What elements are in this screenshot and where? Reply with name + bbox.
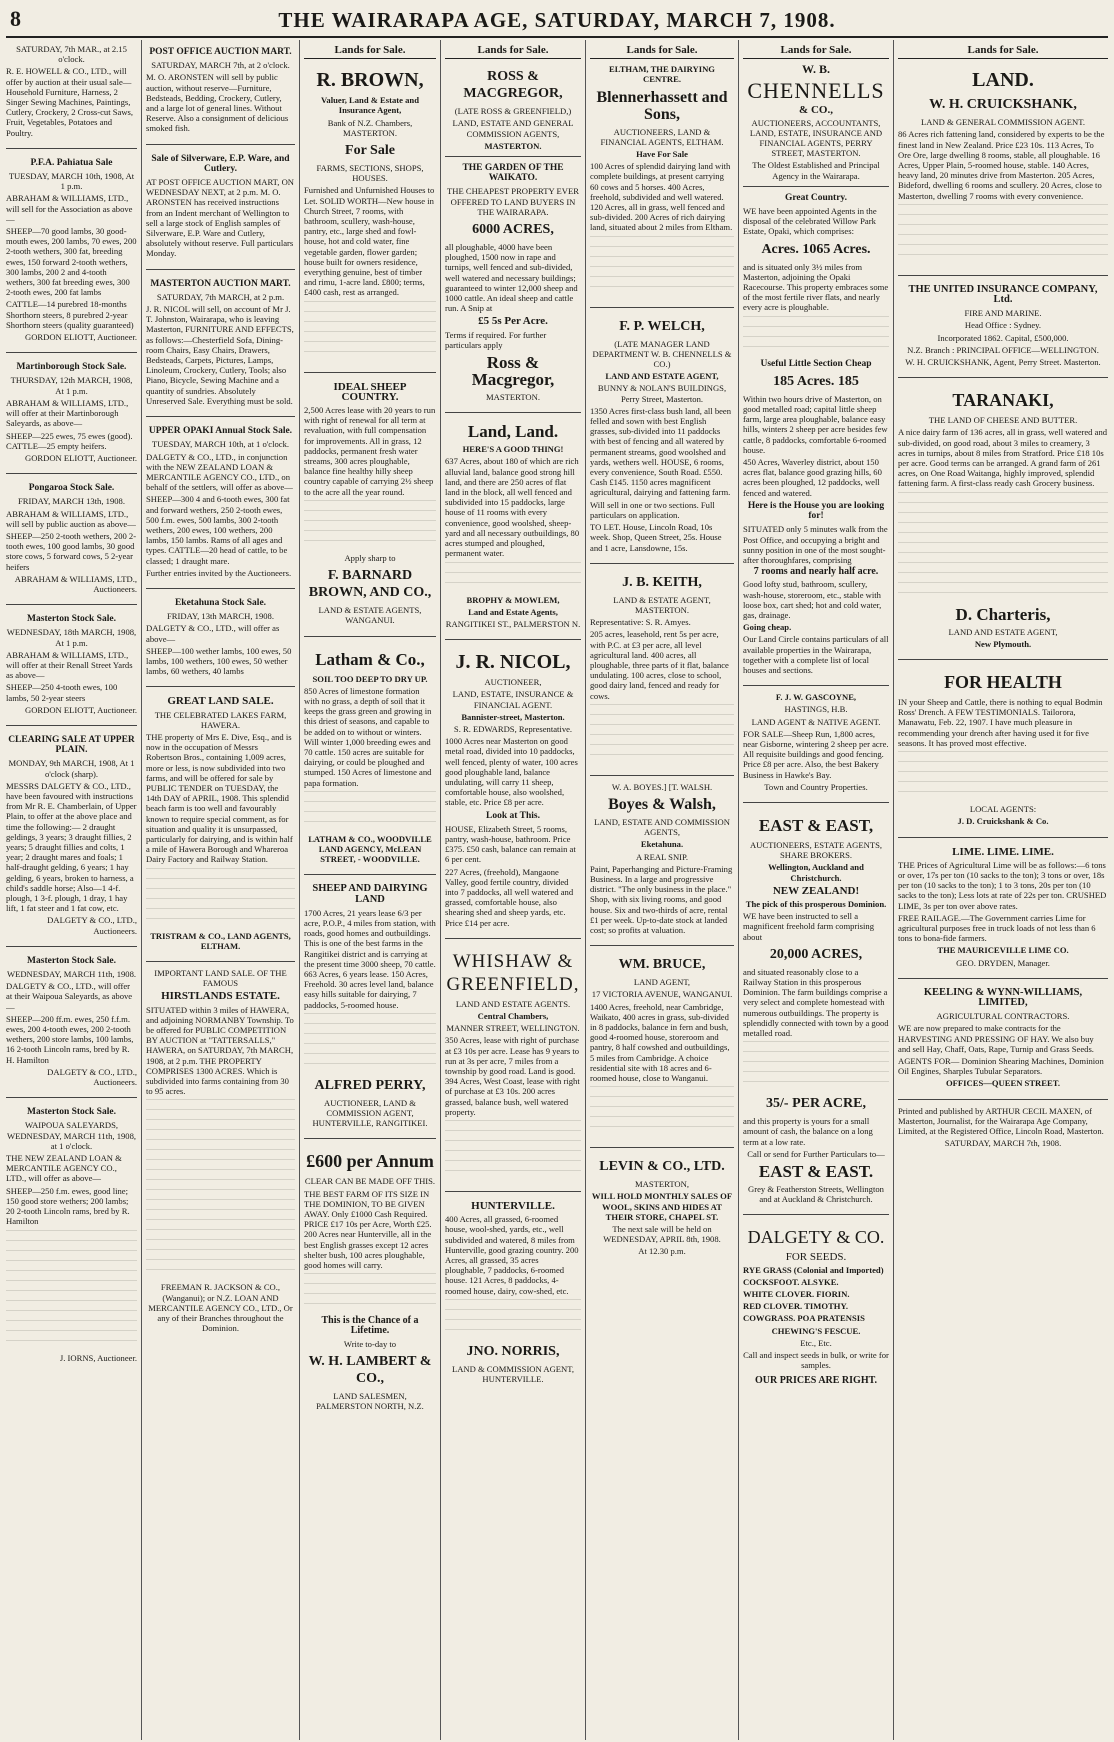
column-2 [146,44,295,1738]
ross-macgregor-ad: ROSS & MACGREGOR, (LATE ROSS & GREENFIELD,) LAND, ESTATE AND GENERAL COMMISSION AGENTS, MASTERTON. THE GARDEN OF THE WAIKATO. THE CHEAPEST PROPERTY EVER OFFERED TO LAND BUYERS IN THE WAIRARAPA. 6000 ACRES, all ploughable, 4000 have been ploughed, 1500 now in rape and turnips, well fenced and sub-divided, well watered and necessary buildings; guaranteed to winter 12,000 sheep and 1000 cattle. An ideal sheep and cattle run. A Snip at £5 5s Per Acre. Terms if required. For further particulars apply Ross & Macgregor, MASTERTON. [445,64,581,404]
r-brown-ad: R. BROWN, Valuer, Land & Estate and Insurance Agent, Bank of N.Z. Chambers, MASTERTON. For Sale FARMS, SECTIONS, SHOPS, HOUSES. Furnished and Unfurnished Houses to Let. SOLID WORTH—New house in Church Street, 7 rooms, with bathroom, scullery, wash-house, pantry, etc., large shed and fowl-house, hot and cold water, fine vegetable garden, flower garden; house built for owners residence, everything genuine, best of timber and rimu, 1-acre land. £800; terms, £400 cash, rest as arranged. [304,64,436,363]
column-rule [893,40,894,1740]
masthead [6,6,1108,38]
brophy-mowlem-ad: Land, Land. HERE'S A GOOD THING! 637 Acres, about 180 of which are rich alluvial land, balance good strong hill land, and there are 250 acres of flat land in the block, all well fenced and subdivided into 15 paddocks, large house of 11 rooms with every convenience, good woolshed, sheep-yard and all necessary outbuildings, 80 acres stumped and ploughed, permanent water. BROPHY & MOWLEM, Land and Estate Agents, RANGITIKEI ST., PALMERSTON N. [445,422,581,629]
column-4 [445,44,581,1738]
section-header: Lands for Sale. [743,44,889,59]
wb-chennells-ad: W. B. CHENNELLS & CO., AUCTIONEERS, ACCOUNTANTS, LAND, ESTATE, INSURANCE AND FINANCIAL AGENTS, PERRY STREET, MASTERTON. The Oldest Established and Principal Agency in the Wairarapa. Great Country. WE have been appointed Agents in the disposal of the celebrated Willow Park Estate, Opaki, which comprises: Acres. 1065 Acres. and is situated only 3½ miles from Masterton, adjoining the Opaki Racecourse. This property embraces some of the most fertile river flats, and nearly every acre is ploughable. Useful Little Section Cheap 185 Acres. 185 Within two hours drive of Masterton, on good metalled road; capital little sheep farm, large area ploughable, balance easy hills, winters 2 sheep per acre besides few cattle, 8 paddocks, comfortable 6-roomed house. 450 Acres, Waverley district, about 150 acres flat, balance good grazing hills, 60 acres been ploughed, 12 paddocks, well fenced and watered. Here is the House you are looking for! SITUATED only 5 minutes walk from the Post Office, and occupying a bright and sunny position in one of the most sought-after thoroughfares, comprising 7 rooms and nearly half acre. Good lofty stud, bathroom, scullery, wash-house, storeroom, etc., stable with loose box, cart shed; hot and cold water, gas, drainage. Going cheap. Our Land Circle contains particulars of all available properties in the Wairarapa, together with a complete list of local houses and sections. [743,64,889,675]
column-5 [590,44,734,1738]
pongaroa-sale-ad: Pongaroa Stock Sale. FRIDAY, MARCH 13th, 1908. ABRAHAM & WILLIAMS, LTD., will sell by public auction as above— SHEEP—250 2-tooth wethers, 200 2-tooth ewes, 100 good lambs, 30 good store cows, 5 forward cows, 5 2-year heifers ABRAHAM & WILLIAMS, LTD., Auctioneers. [6,483,137,594]
eketahuna-stock-sale-ad: Eketahuna Stock Sale. FRIDAY, 13th MARCH, 1908. DALGETY & CO., LTD., will offer as above— SHEEP—100 wether lambs, 100 ewes, 50 lambs, 100 wethers, 100 ewes, 50 wether lambs, 60 wethers, 40 lambs [146,597,292,677]
hirstlands-estate-ad: IMPORTANT LAND SALE. OF THE FAMOUS HIRSTLANDS ESTATE. SITUATED within 3 miles of HAWERA, and adjoining NORMANBY Township. To be offered for PUBLIC COMPETITION BY AUCTION at "TATTERSALLS," HAWERA, on SATURDAY, 7th MARCH, 1908, at 2 p.m. THE PROPERTY COMPRISES 1300 ACRES. Which is subdivided into farms containing from 30 to 95 acres. FREEMAN R. JACKSON & CO., (Wanganui); or N.Z. LOAN AND MERCANTILE AGENCY CO., LTD., Or any of their Branches throughout the Dominion. [146,968,294,1334]
lime-ad: LIME. LIME. LIME. THE Prices of Agricultural Lime will be as follows:—6 tons or over, 17s per ton (10 sacks to the ton); 3 tons or over, 18s per ton (10 sacks to the ton); 1 to 3 tons, 20s per ton (10 sacks to the ton); Less lots at rate of 22s per ton. CRUSHED LIME, 3s per ton over above rates. FREE RAILAGE.—The Government carries Lime for agricultural purposes free in truck loads of not less than 6 tons to bona-fide farmers. THE MAURICEVILLE LIME CO. GEO. DRYDEN, Manager. [898,845,1107,968]
section-header: Lands for Sale. [898,44,1108,59]
for-health-ad: FOR HEALTH IN your Sheep and Cattle, there is nothing to equal Bodmin Ross' Drench. A FEW TESTIMONIALS. Tailorora, Manawatu, Feb. 22, 1907. I have much pleasure in recommending your drench after having used it for five seasons. It has proved most effective. LOCAL AGENTS: J. D. Cruickshank & Co. [898,666,1108,828]
imprint: Printed and published by ARTHUR CECIL MAXEN, of Masterton, Journalist, for the Wairarapa Age Company, Limited, at the Registered Office, Lincoln Road, Masterton. SATURDAY, MARCH 7th, 1908. [898,1105,1104,1149]
taranaki-ad: TARANAKI, THE LAND OF CHEESE AND BUTTER. A nice dairy farm of 136 acres, all in grass, well watered and sub-divided, on good road, about 3 miles to creamery, 3 acres in turnips, about 8 miles from Stratford. Price £18 10s per acre. Good terms can be arranged. A grand farm of 261 acres, on One Road Waitanga, highly improved, splendid fattening farm. A first-class ready cash Grocery business. D. Charteris, LAND AND ESTATE AGENT, New Plymouth. [898,390,1108,649]
column-rule [738,40,739,1740]
upper-opaki-stock-sale-ad: UPPER OPAKI Annual Stock Sale. TUESDAY, MARCH 10th, at 1 o'clock. DALGETY & CO., LTD., in conjunction with the NEW ZEALAND LOAN & MERCANTILE AGENCY CO., LTD., on behalf of the settlers, will offer as above— SHEEP—300 4 and 6-tooth ewes, 300 fat and forward wethers, 250 2-tooth ewes, 500 f.m. ewes, 500 lambs, 300 2-tooth wethers, 200 ewes, 100 wethers, 200 lambs, 150 lambs. Rams of all ages and types. CATTLE—20 head of cattle, to be classed; 1 draught mare. Further entries invited by the Auctioneers. [146,426,293,578]
dalgety-seeds-ad: DALGETY & CO. FOR SEEDS. RYE GRASS (Colonial and Imported) COCKSFOOT. ALSYKE. WHITE CLOVER. FIORIN. RED CLOVER. TIMOTHY. COWGRASS. POA PRATENSIS CHEWING'S FESCUE. Etc., Etc. Call and inspect seeds in bulk, or write for samples. OUR PRICES ARE RIGHT. [743,1227,889,1387]
wm-bruce-ad: WM. BRUCE, LAND AGENT, 17 VICTORIA AVENUE, WANGANUI. 1400 Acres, freehold, near Cambridge, Waikato, 400 acres in grass, sub-divided in 8 paddocks, balance in fern and bush, good 4-roomed house, storeroom and pantry, 8 half cowshed and outbuildings, 5 miles from Cambridge. A choice residential site with 18 acres and 6-roomed house, close to Wanganui. [590,952,734,1139]
howell-ad: SATURDAY, 7th MAR., at 2.15 o'clock. R. E. HOWELL & CO., LTD., will offer by auction at their usual sale—Household Furniture, Harness, 2 Singer Sewing Machines, Paintings, Cutlery, Crockery, 2 Cross-cut Saws, Fruit, Vegetables, Potatoes and Poultry. [6,44,134,138]
silverware-sale-ad: Sale of Silverware, E.P. Ware, and Cutlery. AT POST OFFICE AUCTION MART, ON WEDNESDAY NEXT, at 2 p.m. M. O. ARONSTEN has received instructions from an Indent merchant of Wellington to sell a large stock of English samples of Silverware, E.P. Ware and Cutlery, absolutely without reserve. Full particulars Monday. [146,153,294,259]
masterton-sale-ad-2: Masterton Stock Sale. WEDNESDAY, MARCH 11th, 1908. DALGETY & CO., LTD., will offer at their Waipoua Saleyards, as above— SHEEP—200 ff.m. ewes, 250 f.f.m. ewes, 200 4-tooth ewes, 200 2-tooth wethers, 200 store lambs, 100 lambs, 16 2-tooth Lincoln rams, bred by R. H. Hamilton DALGETY & CO., LTD., Auctioneers. [6,955,137,1088]
page-number: 8 [10,6,21,31]
pahiatua-sale-ad: P.F.A. Pahiatua Sale TUESDAY, MARCH 10th, 1908, At 1 p.m. ABRAHAM & WILLIAMS, LTD., will sell for the Association as above— SHEEP—70 good lambs, 30 good-mouth ewes, 200 lambs, 70 ewes, 200 2-tooth wethers, 300 fat, breeding ewes, 150 forward 2-tooth wethers, 300 lambs, 200 2 and 4-tooth wethers, 300 fat breeding ewes, 300 2-tooth ewes, 200 fat lambs CATTLE—14 purebred 18-months Shorthorn steers, 8 purebred 2-year Shorthorn steers (quality guaranteed) GORDON ELIOTT, Auctioneer. [6,157,137,343]
great-land-sale-ad: GREAT LAND SALE. THE CELEBRATED LAKES FARM, HAWERA. THE property of Mrs E. Dive, Esq., and is now in the occupation of Messrs Robertson Bros., containing 1,009 acres, more or less, is now subdivided into two farms, and will be offered for sale by PUBLIC TENDER on TUESDAY, the 14th DAY of APRIL, 1908. This splendid beach farm is too well and favourably known to require special comment, as for situation and quality it is unsurpassed, particularly for dairying, and is within half a mile of Hawera Borough and Whareroa Dairy Factory and Railway Station. TRISTRAM & CO., LAND AGENTS, ELTHAM. [146,693,295,953]
levin-co-ad: LEVIN & CO., LTD. MASTERTON, WILL HOLD MONTHLY SALES OF WOOL, SKINS AND HIDES AT THEIR STORE, CHAPEL ST. The next sale will be held on WEDNESDAY, APRIL 8th, 1908. At 12.30 p.m. [591,1159,733,1257]
sheep-dairying-land-ad: SHEEP AND DAIRYING LAND 1700 Acres, 21 years lease 6/3 per acre, P.O.P., 4 miles from station, with roads, good homes and outbuildings. This is one of the best farms in the Rangitikei district and is carrying at the present time 3000 sheep, 70 cattle. 663 Acres, 6 years lease. 150 Acres, Freehold. 30 acres level land, balance easy hills suitable for dairying, 7 paddocks, 5-roomed house. ALFRED PERRY, AUCTIONEER, LAND & COMMISSION AGENT, HUNTERVILLE, RANGITIKEI. [304,883,436,1129]
martinborough-sale-ad: Martinborough Stock Sale. THURSDAY, 12th MARCH, 1908, At 1 p.m. ABRAHAM & WILLIAMS, LTD., will offer at their Martinborough Saleyards, as above— SHEEP—225 ewes, 75 ewes (good). CATTLE—25 empty heifers. GORDON ELIOTT, Auctioneer. [6,362,137,463]
blennerhassett-ad: ELTHAM, THE DAIRYING CENTRE. Blennerhassett and Sons, AUCTIONEERS, LAND & FINANCIAL AGENTS, ELTHAM. Have For Sale 100 Acres of splendid dairying land with complete buildings, at present carrying 60 cows and 5 horses. 400 Acres, freehold, subdivided and well watered. 120 Acres, all in grass, well fenced and sub-divided. 200 Acres of rich dairying land, situated about 2 miles from Eltham. [590,64,734,298]
column-rule [440,40,441,1740]
column-rule [141,40,142,1740]
boyes-walsh-ad: W. A. BOYES.] [T. WALSH. Boyes & Walsh, LAND, ESTATE AND COMMISSION AGENTS, Eketahuna. A REAL SNIP. Paint, Paperhanging and Picture-Framing Business. In a large and progressive district. "The only business in the place." Shop, with six living rooms, and good house. Six and two-thirds of acre, rental £1 per week. Up-to-date stock at landed cost; so profits at valuation. [590,781,733,935]
jr-nicol-ad: J. R. NICOL, AUCTIONEER, LAND, ESTATE, INSURANCE & FINANCIAL AGENT. Bannister-street, Masterton. S. R. EDWARDS, Representative. 1000 Acres near Masterton on good metal road, divided into 10 paddocks, well fenced, plenty of water, 100 acres good ploughable land, balance undulating, will carry 11 sheep, comfortable house, also woolshed, stable, etc. Price £8 per acre. Look at This. HOUSE, Elizabeth Street, 5 rooms, pantry, wash-house, bathroom. Price £375. £50 cash, balance can remain at 6 per cent. 227 Acres, (freehold), Mangaone Valley, good fertile country, divided into 7 paddocks, all well watered and grassed, comfortable house, also shearing shed and sheep yards, etc. Price £14 per acre. [445,651,578,928]
masterton-sale-ad-3: Masterton Stock Sale. WAIPOUA SALEYARDS, WEDNESDAY, MARCH 11th, 1908, at 1 o'clock. THE NEW ZEALAND LOAN & MERCANTILE AGENCY CO., LTD., will offer as above— SHEEP—250 f.m. ewes, good line; 150 good store wethers; 200 lambs; 20 2-tooth Lincoln rams, bred by R. Hamilton J. IORNS, Auctioneer. [6,1107,137,1363]
masterton-sale-ad: Masterton Stock Sale. WEDNESDAY, 18th MARCH, 1908, At 1 p.m. ABRAHAM & WILLIAMS, LTD., will offer at their Renall Street Yards as above— SHEEP—250 4-tooth ewes, 100 lambs, 50 2-year steers GORDON ELIOTT, Auctioneer. [6,614,137,715]
united-insurance-ad: THE UNITED INSURANCE COMPANY, Ltd. FIRE AND MARINE. Head Office : Sydney. Incorporated 1862. Capital, £500,000. N.Z. Branch : PRINCIPAL OFFICE—WELLINGTON. W. H. CRUICKSHANK, Agent, Perry Street. Masterton. [905,283,1101,368]
east-and-east-ad: EAST & EAST, AUCTIONEERS, ESTATE AGENTS, SHARE BROKERS. Wellington, Auckland and Christchurch. NEW ZEALAND! The pick of this prosperous Dominion. WE have been instructed to sell a magnificent freehold farm comprising about 20,000 ACRES, and situated reasonably close to a Railway Station in this prosperous Dominion. The farm buildings comprise a very select and complete homestead with numerous outbuildings. The property is splendidly connected with town by a good metalled road. 35/- PER ACRE, and this property is yours for a small amount of cash, the balance on a long term at a low rate. Call or send for Further Particulars to— EAST & EAST. Grey & Featherston Streets, Wellington and at Auckland & Christchurch. [743,815,889,1205]
column-3 [304,44,436,1738]
upper-plain-clearing-sale-ad: CLEARING SALE AT UPPER PLAIN. MONDAY, 9th MARCH, 1908, At 1 o'clock (sharp). MESSRS DALGETY & CO., LTD., have been favoured with instructions from Mr R. E. Chamberlain, of Upper Plain, to offer at the above place and time the following:— 2 draught geldings, 3 years; 3 draught fillies, 2 years; 5 draught fillies and colts, 1 year; 2 draught mares and foals; 1 half-draught gelding, 6 years; 1 hay gelding, 6 years, broken to harness, a child's saddle horse; Also—1 4-f. plough, 1 3-f. plough, 1 dray, 1 hay lift, 1 fat steer and 1 fat cow, etc. DALGETY & CO., LTD., Auctioneers. [6,734,137,936]
column-rule [585,40,586,1740]
jb-keith-ad: J. B. KEITH, LAND & ESTATE AGENT, MASTERTON. Representative: S. R. Amyes. 205 acres, leasehold, rent 5s per acre, with P.C. at £3 per acre, all level agricultural land. 400 acres, all ploughable, three parts of it flat, balance undulating. 100 acres, close to school, good dairy land, fenced and ready for cows. [590,570,734,767]
whishaw-greenfield-ad: WHISHAW & GREENFIELD, LAND AND ESTATE AGENTS. Central Chambers, MANNER STREET, WELLINGTON. 350 Acres, lease with right of purchase at £3 10s per acre. Lease has 9 years to run at 3s per acre, 7 miles from a township by good road. Land is good. 394 Acres, West Coast, lease with right of purchase at £3 10s. 200 acres grassed, balance bush, well watered property. [445,945,581,1183]
gascoyne-ad: F. J. W. GASCOYNE, HASTINGS, H.B. LAND AGENT & NATIVE AGENT. FOR SALE—Sheep Run, 1,800 acres, near Gisborne, wintering 2 sheep per acre. All requisite buildings and good fencing. Price £8 per acre. Also, the best Bakery Business in Hawke's Bay. Town and Country Properties. [743,692,889,792]
column-1 [6,44,137,1738]
cruickshank-ad: LAND. W. H. CRUICKSHANK, LAND & GENERAL COMMISSION AGENT. 86 Acres rich fattening land, considered by experts to be the finest land in New Zealand. Price £23 10s. 113 Acres, To Ore Ore, large dwelling 8 rooms, stable, all ploughable. 16 Acres, Upper Plain, 5-roomed house, stable. 140 Acres, heavy land, 20 minutes drive from Masterton. 205 Acres, Bideford, dwelling 6 rooms and scullery. 20 Acres, close to Masterton, dwelling 7 rooms with every convenience. [898,64,1108,267]
section-header: Lands for Sale. [304,44,436,59]
hunterville-ad: HUNTERVILLE. 400 Acres, all grassed, 6-roomed house, wool-shed, yards, etc., well subdivided and watered, 8 miles from Hunterville, good grazing country. 200 Acres, all grassed, 35 acres ploughable, 7 paddocks, 6-roomed house. 121 Acres, 8 paddocks, 4-roomed house, dairy, cow-shed, etc. JNO. NORRIS, LAND & COMMISSION AGENT, HUNTERVILLE. [445,1198,581,1386]
per-annum-ad: £600 per Annum CLEAR CAN BE MADE OFF THIS. THE BEST FARM OF ITS SIZE IN THE DOMINION, TO BE GIVEN AWAY. Only £1000 Cash Required. PRICE £17 10s per Acre, Worth £25. 200 Acres near Hunterville, all in the best English grasses except 12 acres shelter bush, 100 acres ploughable, good homes will carry. This is the Chance of a Lifetime. Write to-day to W. H. LAMBERT & CO., LAND SALESMEN, PALMERSTON NORTH, N.Z. [304,1151,436,1412]
latham-ad: Latham & Co., SOIL TOO DEEP TO DRY UP. 850 Acres of limestone formation with no grass, a depth of soil that it keeps the grass green and growing in this driest of seasons, and capable to be added on to without or winters. Will winter 1,000 breeding ewes and 70 cattle. 150 acres are suitable for dairying, or could be ploughed and stumped. 150 Acres of limestone and papa formation. LATHAM & CO., WOODVILLE LAND AGENCY, McLEAN STREET, - WOODVILLE. [304,643,436,867]
newspaper-title: THE WAIRARAPA AGE, SATURDAY, MARCH 7, 1908. [278,8,836,32]
keeling-wynn-williams-ad: KEELING & WYNN-WILLIAMS, LIMITED, AGRICULTURAL CONTRACTORS. WE are now prepared to make contracts for the HARVESTING AND PRESSING OF HAY. We also buy and sell Hay, Chaff, Oats, Rape, Turnip and Grass Seeds. AGENTS FOR— Dominion Shearing Machines, Dominion Oil Engines, Sharples Tubular Separators. OFFICES—QUEEN STREET. [898,986,1104,1089]
post-office-auction-ad: POST OFFICE AUCTION MART. SATURDAY, MARCH 7th, at 2 o'clock. M. O. ARONSTEN will sell by public auction, without reserve—Furniture, Bedsteads, Bedding, Crockery, Cutlery, and a large lot of general lines. Without Reserve. Also a consignment of delicious smoked fish. [146,47,292,134]
ideal-sheep-country-ad: IDEAL SHEEP COUNTRY. 2,500 Acres lease with 20 years to run with right of renewal for all term at revaluation, with full compensation for improvements. All in grass, 12 paddocks, permanent fresh water streams, 300 acres ploughable, balance fine healthy hilly sheep country capable of carrying 2½ sheep to the acre all the year round. Apply sharp to F. BARNARD BROWN, AND CO., LAND & ESTATE AGENTS, WANGANUI. [304,380,436,626]
fp-welch-ad: F. P. WELCH, (LATE MANAGER LAND DEPARTMENT W. B. CHENNELLS & CO.) LAND AND ESTATE AGENT, BUNNY & NOLAN'S BUILDINGS, Perry Street, Masterton. 1350 Acres first-class bush land, all been felled and sown with best English grasses, sub-divided into 11 paddocks with best of fencing and all watered by permanent streams, good woolshed and yards, wethers well. HOUSE, 6 rooms, every convenience, South Road. £550. Cash £145. 1150 acres magnificent agricultural, dairying and fattening farm. Will sell in one or two sections. Full particulars on application. TO LET. House, Lincoln Road, 10s week. Shop, Queen Street, 25s. House and 1 acre, Lansdowne, 15s. [590,318,732,553]
section-header: Lands for Sale. [590,44,734,59]
section-header: Lands for Sale. [445,44,581,59]
column-7 [898,44,1108,1738]
masterton-auction-mart-ad: MASTERTON AUCTION MART. SATURDAY, 7th MARCH, at 2 p.m. J. R. NICOL will sell, on account of Mr J. T. Johnston, Wairarapa, who is leaving Masterton, FURNITURE AND EFFECTS, as follows:—Chesterfield Sofa, Dining-room Chairs, Easy Chairs, Drawers, Bedsteads, Carpets, Pictures, Lamps, Linoleum, Crockery, Cutlery, Tools; also Piano, Bicycle, Sewing Machine and a quantity of sundries. Absolutely Unreserved Sale. Everything must be sold. [146,278,294,406]
column-6 [743,44,889,1738]
column-rule [299,40,300,1740]
